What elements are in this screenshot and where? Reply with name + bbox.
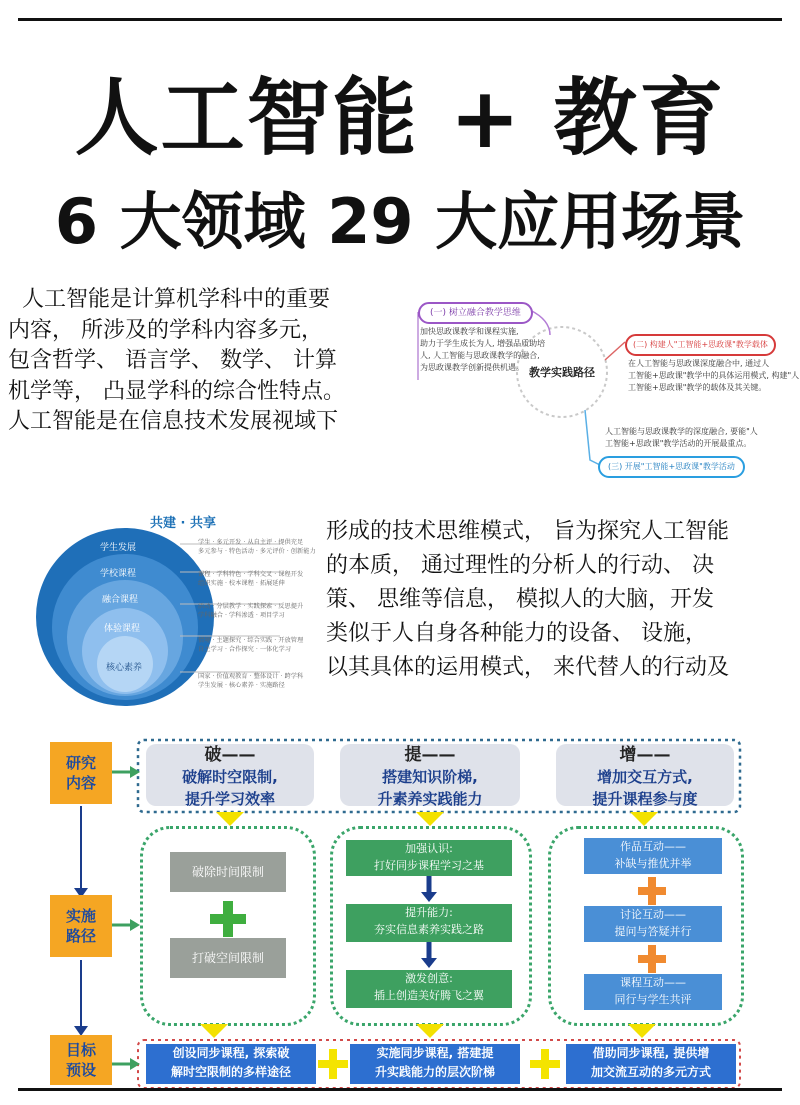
continuation-line: 策、 思维等信息， 模拟人的大脑，开发: [326, 587, 714, 612]
mindmap-node-3: (三) 开展"工智能+思政课"教学活动: [598, 456, 745, 478]
intro-line: 人工智能是计算机学科中的重要: [22, 287, 331, 312]
intro-paragraph: [8, 285, 345, 438]
continuation-line: 形成的技术思维模式， 旨为探究人工智能: [326, 519, 729, 544]
side-label-research: 研究 内容: [50, 742, 112, 804]
top-box-increase: 增—— 增加交互方式, 提升课程参与度: [556, 744, 734, 806]
intro-line: 机学等， 凸显学科的综合性特点。: [8, 378, 345, 404]
mindmap-node-3-text: 人工智能与思政课教学的深度融合, 要能"人 工智能+思政课"教学活动的开展最重点。: [605, 427, 758, 448]
down-arrow: [216, 812, 244, 826]
plus-icon: [648, 945, 656, 973]
intro-line: 内容， 所涉及的学科内容多元，: [8, 317, 323, 343]
ring-label: 体验课程: [104, 624, 141, 634]
continuation-paragraph: [326, 515, 729, 685]
goal-box-1: 创设同步课程, 探索破 解时空限制的多样途径: [146, 1044, 316, 1084]
plus-icon: [329, 1049, 337, 1079]
page-title: 人工智能 + 教育: [74, 69, 726, 167]
side-label-goals: 目标 预设: [50, 1035, 112, 1085]
down-arrow: [200, 1024, 228, 1038]
circle-row: 课程 · 学科特色 · 学科交叉 · 课程开发 组织实施 · 校本课程 · 拓展延伸: [198, 570, 304, 587]
interaction-discussion: 讨论互动—— 提问与答疑并行: [584, 906, 722, 942]
circle-heading: 共建 · 共享: [150, 516, 216, 531]
mid-step-3: 激发创意: 插上创造美好腾飞之翼: [346, 970, 512, 1008]
break-time-limit: 破除时间限制: [170, 852, 286, 892]
circle-row: 学生 · 多元开发 · 从自主评 · 提供充足 多元参与 · 特色活动 · 多元评价 · 创新能力: [198, 538, 316, 555]
mindmap-node-2-text: 在人工智能与思政课深度融合中, 通过人 工智能+思政课"教学中的具体运用模式, 构建"人 工智能+思政课"教学的载体及其关键。: [628, 359, 800, 392]
research-flow-diagram: [0, 730, 800, 1090]
mindmap-node-1: (一) 树立融合教学思维: [418, 302, 533, 324]
down-arrow: [630, 812, 658, 826]
intro-line: 人工智能是在信息技术发展视域下: [8, 409, 339, 434]
down-arrow: [416, 1024, 444, 1038]
plus-icon: [648, 877, 656, 905]
intro-line: 包含哲学、 语言学、 数学、 计算: [8, 348, 337, 373]
page-subtitle: 6 大领域 29 大应用场景: [54, 185, 746, 258]
down-arrow: [416, 812, 444, 826]
top-divider: [18, 18, 782, 21]
mid-step-2: 提升能力: 夯实信息素养实践之路: [346, 904, 512, 942]
bottom-divider: [18, 1088, 782, 1091]
continuation-line: 以其具体的运用模式， 来代替人的行动及: [326, 655, 729, 680]
continuation-line: 类似于人自身各种能力的设备、 设施，: [326, 621, 707, 646]
goal-box-2: 实施同步课程, 搭建提 升实践能力的层次阶梯: [350, 1044, 520, 1084]
ring-label: 核心素养: [106, 663, 143, 673]
co-build-share-diagram: [30, 508, 320, 710]
top-box-break: 破—— 破解时空限制, 提升学习效率: [146, 744, 314, 806]
break-space-limit: 打破空间限制: [170, 938, 286, 978]
goal-box-3: 借助同步课程, 提供增 加交流互动的多元方式: [566, 1044, 736, 1084]
mindmap-node-2: (二) 构建人"工智能+思政课"教学载体: [625, 334, 776, 356]
mid-step-1: 加强认识: 打好同步课程学习之基: [346, 840, 512, 876]
side-label-implementation: 实施 路径: [50, 895, 112, 957]
continuation-line: 的本质， 通过理性的分析人的行动、 决: [326, 553, 714, 578]
interaction-course: 课程互动—— 同行与学生共评: [584, 974, 722, 1010]
top-box-raise: 提—— 搭建知识阶梯, 升素养实践能力: [340, 744, 520, 806]
circle-row: 情境 · 主题探究 · 综合实践 · 开放管理 自主学习 · 合作探究 · 一体化学习: [198, 636, 304, 653]
mindmap-node-1-text: 加快思政课教学和课程实施, 助力于学生成长为人, 增强品质助培 人, 人工智能与思政课教学的融合, 为思政课教学创新提供机遇。: [420, 327, 546, 372]
plus-icon: [541, 1049, 549, 1079]
plus-icon: [223, 901, 233, 937]
teaching-path-mindmap: [400, 290, 800, 486]
ring-label: 融合课程: [102, 595, 139, 605]
ring-label: 学校课程: [100, 569, 137, 579]
circle-row: 国家 · 价值观教育 · 整体设计 · 跨学科 学生发展 · 核心素养 · 实施路径: [198, 672, 304, 689]
down-arrow: [628, 1024, 656, 1038]
circle-row: 活动 · 分层教学 · 实践探索 · 反思提升 学科融合 · 学科渗透 · 项目学习: [198, 602, 304, 619]
ring-label: 学生发展: [100, 543, 137, 553]
mindmap-center: 教学实践路径: [529, 366, 595, 379]
interaction-works: 作品互动—— 补缺与推优并举: [584, 838, 722, 874]
